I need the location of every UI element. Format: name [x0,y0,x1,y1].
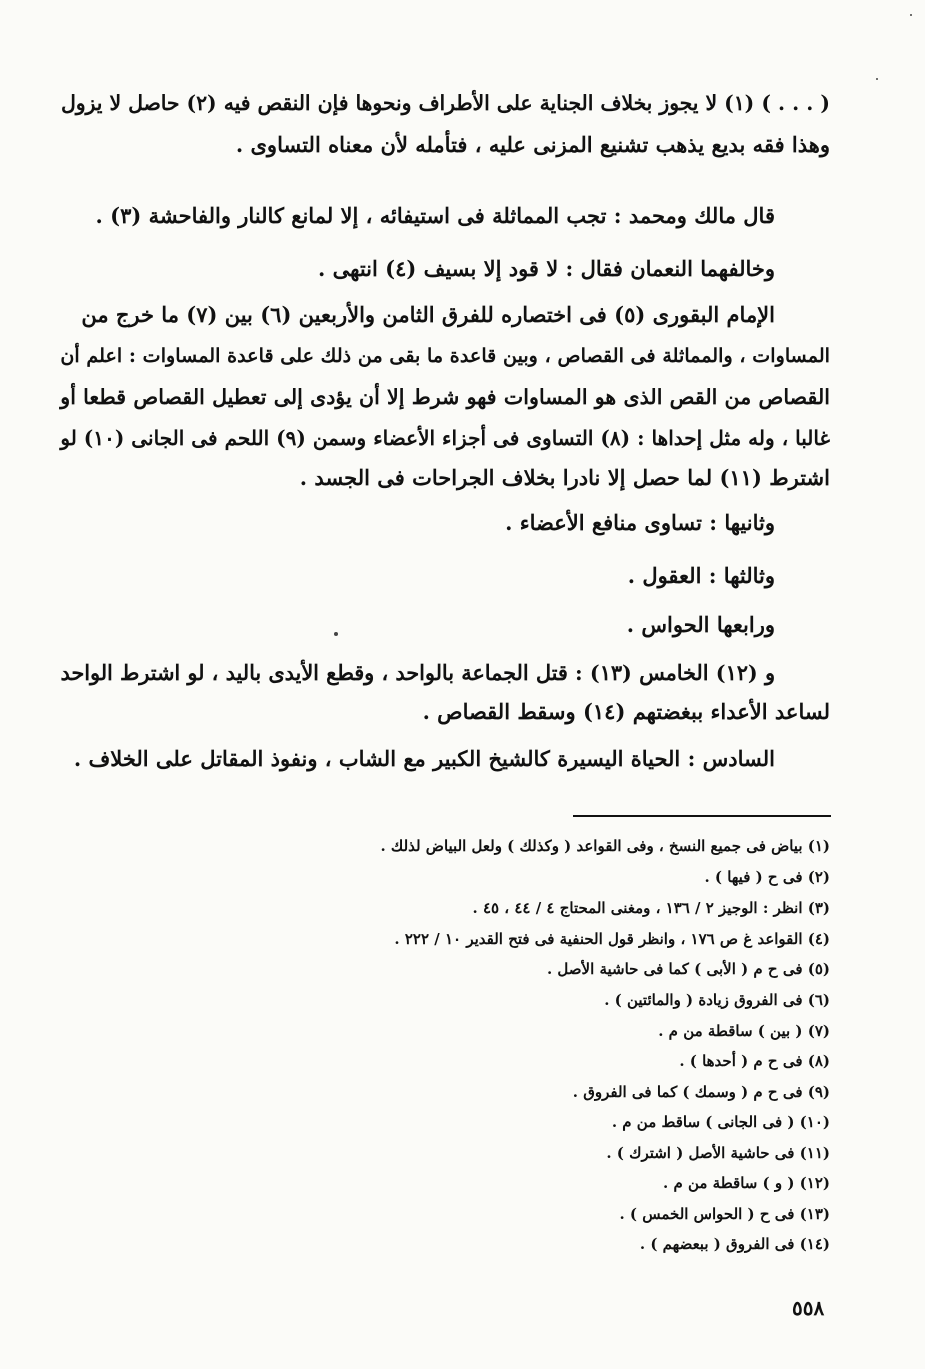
body-line: ( . . . ) (١) لا يجوز بخلاف الجناية على الأطراف ونحوها فإن النقص فيه (٢) حاصل لا يزول [61,91,830,115]
body-line: المساوات ، والمماثلة فى القصاص ، وبين قاعدة ما بقى من ذلك على قاعدة المساوات : اعلم أن [60,344,830,367]
body-line: وثانيها : تساوى منافع الأعضاء . [505,510,775,535]
body-line: اشترط (١١) لما حصل إلا نادرا بخلاف الجراحات فى الجسد . [299,465,830,490]
body-line: غالبا ، وله مثل إحداها : (٨) التساوى فى أجزاء الأعضاء وسمن (٩) اللحم فى الجانى (١٠) لو [60,426,830,450]
body-line: الإمام البقورى (٥) فى اختصاره للفرق الثامن والأربعين (٦) بين (٧) ما خرج من [81,302,775,327]
scan-speck [876,78,878,80]
footnote: (١) بياض فى جميع النسخ ، وفى القواعد ( وكذلك ) ولعل البياض لذلك . [380,837,830,855]
body-line: لساعد الأعداء ببغضتهم (١٤) وسقط القصاص . [422,699,830,724]
footnote: (٧) ( بين ) ساقطة من م . [658,1022,830,1040]
footnote: (٣) انظر : الوجيز ٢ / ١٣٦ ، ومغنى المحتاج ٤ / ٤٤ ، ٤٥ . [472,899,830,917]
scan-speck [910,14,912,16]
footnote: (١٢) ( و ) ساقطة من م . [663,1174,830,1192]
footnote: (٥) فى ح م ( الأبى ) كما فى حاشية الأصل . [546,960,830,978]
page-number: ٥٥٨ [792,1296,825,1320]
footnote: (١١) فى حاشية الأصل ( اشترك ) . [606,1144,830,1162]
footnote: (٨) فى ح م ( أحدها ) . [679,1052,830,1070]
footnote: (١٠) ( فى الجانى ) ساقط من م . [611,1113,830,1131]
footnote: (١٣) فى ح ( الحواس الخمس ) . [619,1205,830,1223]
footnote: (٦) فى الفروق زيادة ( والمائتين ) . [604,991,830,1009]
body-line: القصاص من القص الذى هو المساوات فهو شرط إلا أن يؤدى إلى تعطيل القصاص قطعا أو [60,385,830,409]
footnote: (٩) فى ح م ( وسمك ) كما فى الفروق . [572,1083,830,1101]
footnote: (٤) القواعد غ ص ١٧٦ ، وانظر قول الحنفية فى فتح القدير ١٠ / ٢٢٢ . [394,930,830,948]
body-line: وخالفهما النعمان فقال : لا قود إلا بسيف (٤) انتهى . [318,256,775,281]
body-line: قال مالك ومحمد : تجب المماثلة فى استيفائه ، إلا لمانع كالنار والفاحشة (٣) . [95,203,775,228]
body-line: ورابعها الحواس . [626,612,775,637]
scan-speck [334,632,338,636]
body-line: السادس : الحياة اليسيرة كالشيخ الكبير مع الشاب ، ونفوذ المقاتل على الخلاف . [73,746,775,771]
body-line: وهذا فقه بديع يذهب تشنيع المزنى عليه ، فتأمله لأن معناه التساوى . [235,132,830,157]
footnote-separator [573,815,831,817]
body-line: و (١٢) الخامس (١٣) : قتل الجماعة بالواحد ، وقطع الأيدى باليد ، لو اشترط الواحد [60,660,775,685]
footnote: (٢) فى ح ( فيها ) . [704,868,830,886]
footnote: (١٤) فى الفروق ( ببعضهم ) . [639,1235,830,1253]
body-line: وثالثها : العقول . [627,563,775,588]
